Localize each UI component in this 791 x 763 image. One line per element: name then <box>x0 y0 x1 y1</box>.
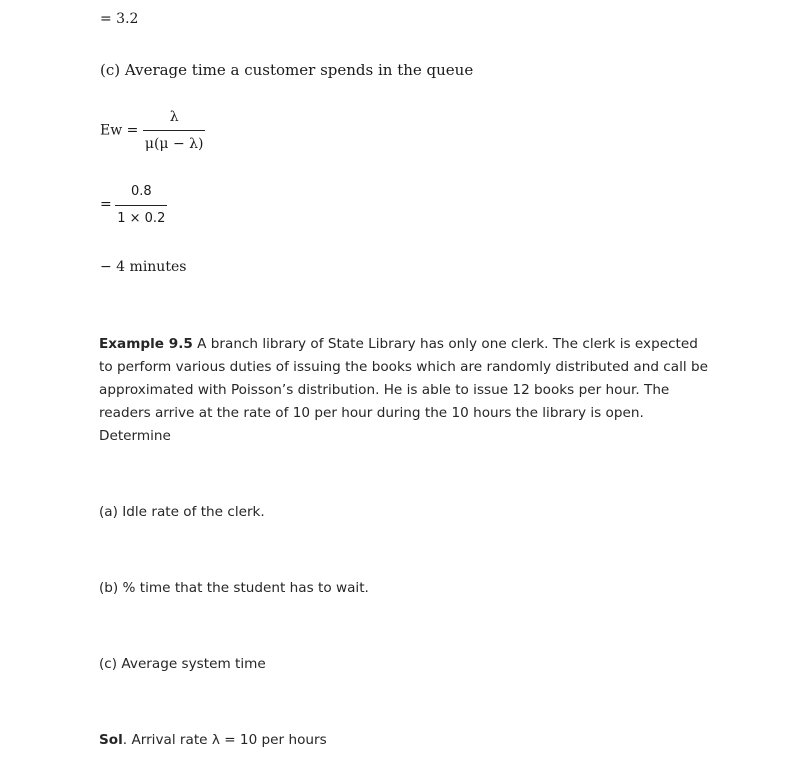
result-line: = 3.2 <box>100 11 139 27</box>
example-paragraph <box>99 333 709 448</box>
result-minutes: − 4 minutes <box>100 259 187 275</box>
ew-denominator: μ(μ − λ) <box>143 130 206 153</box>
solution-label: Sol <box>99 732 123 748</box>
substitution-numerator: 0.8 <box>130 184 152 199</box>
substitution-fraction <box>115 183 167 228</box>
example-text: A branch library of State Library has only one clerk. The clerk is expected to perform various duties of issuing the books which are randomly distributed and call be approximated with Poisson’s distribution. He is able to issue 12 books per hour. The readers arrive at the rate of 10 per hour during the 10 hours the library is open. Determine <box>99 336 708 444</box>
part-c-heading: (c) Average time a customer spends in the queue <box>100 61 474 79</box>
ew-numerator: λ <box>169 109 179 125</box>
substitution-denominator: 1 × 0.2 <box>115 205 167 228</box>
substitution-formula <box>100 183 167 228</box>
solution-text: . Arrival rate λ = 10 per hours <box>122 732 327 748</box>
question-b: (b) % time that the student has to wait. <box>99 580 369 596</box>
ew-formula <box>100 108 205 153</box>
substitution-equals: = <box>100 196 112 213</box>
ew-lhs: Ew = <box>100 122 139 139</box>
example-label: Example 9.5 <box>99 336 193 352</box>
solution-line <box>99 729 709 752</box>
ew-fraction <box>143 108 206 153</box>
question-c: (c) Average system time <box>99 656 266 672</box>
question-a: (a) Idle rate of the clerk. <box>99 504 265 520</box>
